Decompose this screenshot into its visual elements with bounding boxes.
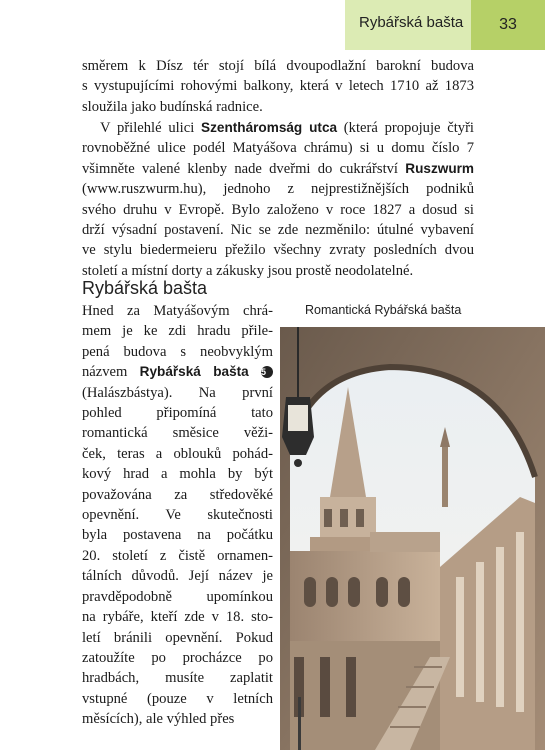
text-line: (www.ruszwurm.hu), jednoho z nejprestižnějších podniků xyxy=(82,181,474,198)
text-line: romantická směsice věži- xyxy=(82,425,273,442)
text-line: na rybáře, kteří zde v 18. sto- xyxy=(82,609,273,626)
page-number: 33 xyxy=(471,0,545,50)
text-line: hradbách, musíte zaplatit xyxy=(82,670,273,687)
text-line: pohled připomíná tato xyxy=(82,405,273,422)
text-line: letí bránili opevnění. Pokud xyxy=(82,629,273,646)
text-line: století a místní dorty a zákusky jsou prostě neodolatelné. xyxy=(82,262,414,279)
text-line: vstupné (pouze v letních xyxy=(82,690,273,707)
text-line: kový hrad a mohla by být xyxy=(82,466,273,483)
text-line: Hned za Matyášovým chrá- xyxy=(82,303,273,319)
map-marker-number: 5 xyxy=(261,366,273,378)
section-text-column xyxy=(82,301,273,730)
text-line: ček, teras a oblouků pohád- xyxy=(82,445,273,462)
text-line: názvem Rybářská bašta 5 xyxy=(82,362,273,382)
text-line: mem je ke zdi hradu přile- xyxy=(82,323,273,340)
text-line: pená budova s neobvyklým xyxy=(82,343,273,360)
text-line: drží výsadní postavení. Nic se zde nezměnilo: útulné vybavení xyxy=(82,222,474,239)
text-line: opevnění. Ve skutečnosti xyxy=(82,507,273,524)
text-line: směrem k Dísz tér stojí bílá dvoupodlažní barokní budova xyxy=(82,58,474,74)
cafe-name: Ruszwurm xyxy=(405,160,474,176)
text-line: byla postavena na počátku xyxy=(82,527,273,544)
text-line: pravděpodobně upomínkou xyxy=(82,588,273,605)
running-header-title: Rybářská bašta xyxy=(359,14,464,31)
text-line: považována za středověké xyxy=(82,486,273,503)
street-name: Szentháromság utca xyxy=(201,120,338,135)
text-line: (Halászbástya). Na první xyxy=(82,384,273,401)
text-line: sloužila jako budínská radnice. xyxy=(82,98,263,115)
text-line: s vystupujícími rohovými balkony, která v letech 1710 až 1873 xyxy=(82,78,474,95)
fishermans-bastion-photo xyxy=(280,327,545,750)
photo-caption: Romantická Rybářská bašta xyxy=(305,303,462,317)
text-line: měsících), ale výhled přes xyxy=(82,711,235,728)
text-line: V přilehlé ulici Szentháromság utca (která propojuje čtyři xyxy=(100,120,474,136)
text-line: tálních důvodů. Její název je xyxy=(82,568,273,585)
intro-paragraph-1 xyxy=(82,56,474,117)
text-line: zatoužíte po procházce po xyxy=(82,649,273,666)
text-line: svého druhu v Evropě. Bylo založeno v roce 1827 a dosud si xyxy=(82,201,474,218)
text-line: 20. století z čistě ornamen- xyxy=(82,547,273,564)
intro-paragraph-2 xyxy=(82,118,474,281)
text-line: ve stylu biedermeieru přežilo všechny zvraty posledních dvou xyxy=(82,242,474,259)
sight-name: Rybářská bašta xyxy=(139,364,249,380)
text-line: rovnoběžné ulice podél Matyášova chrámu) si u domu číslo 7 xyxy=(82,140,474,157)
text-line: všimněte valené klenby nade dveřmi do cukrářství Ruszwurm xyxy=(82,160,474,177)
section-heading: Rybářská bašta xyxy=(82,278,208,298)
